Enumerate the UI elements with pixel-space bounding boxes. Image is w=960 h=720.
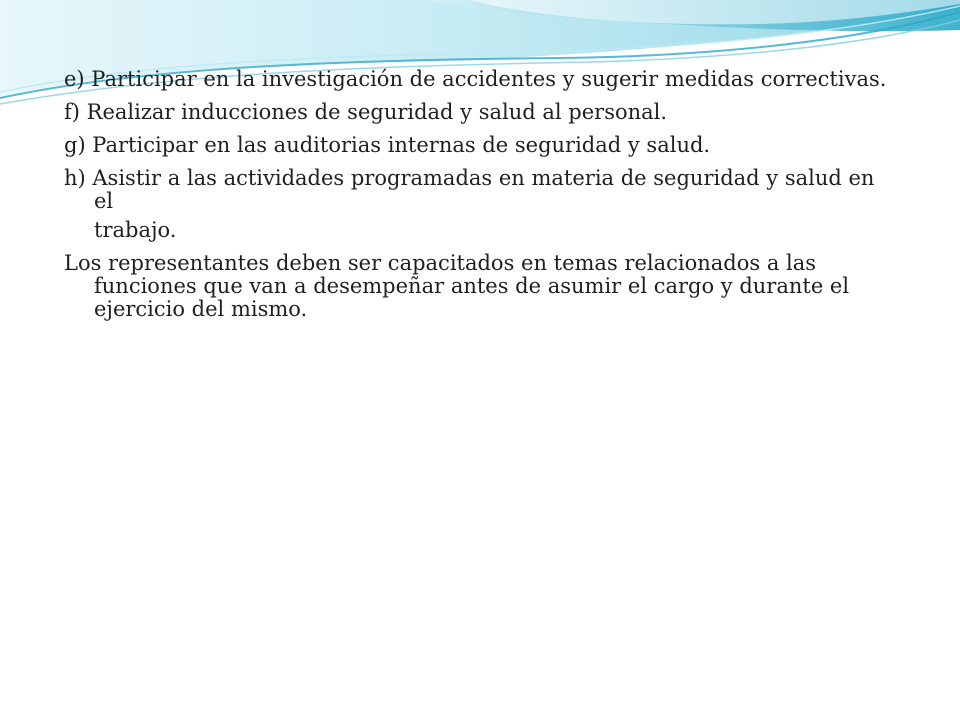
item-e: e) Participar en la investigación de accidentes y sugerir medidas correctivas. — [64, 67, 887, 91]
item-f: f) Realizar inducciones de seguridad y salud al personal. — [64, 100, 668, 124]
item-h: h) Asistir a las actividades programadas en materia de seguridad y salud en el — [64, 166, 875, 213]
slide-body — [64, 68, 894, 331]
item-g: g) Participar en las auditorias internas de seguridad y salud. — [64, 133, 711, 157]
item-h-continuation: trabajo. — [94, 218, 177, 242]
closing-paragraph: Los representantes deben ser capacitados en temas relacionados a las funciones que van a desempeñar antes de asumir el cargo y durante el ejercicio del mismo. — [64, 251, 850, 321]
